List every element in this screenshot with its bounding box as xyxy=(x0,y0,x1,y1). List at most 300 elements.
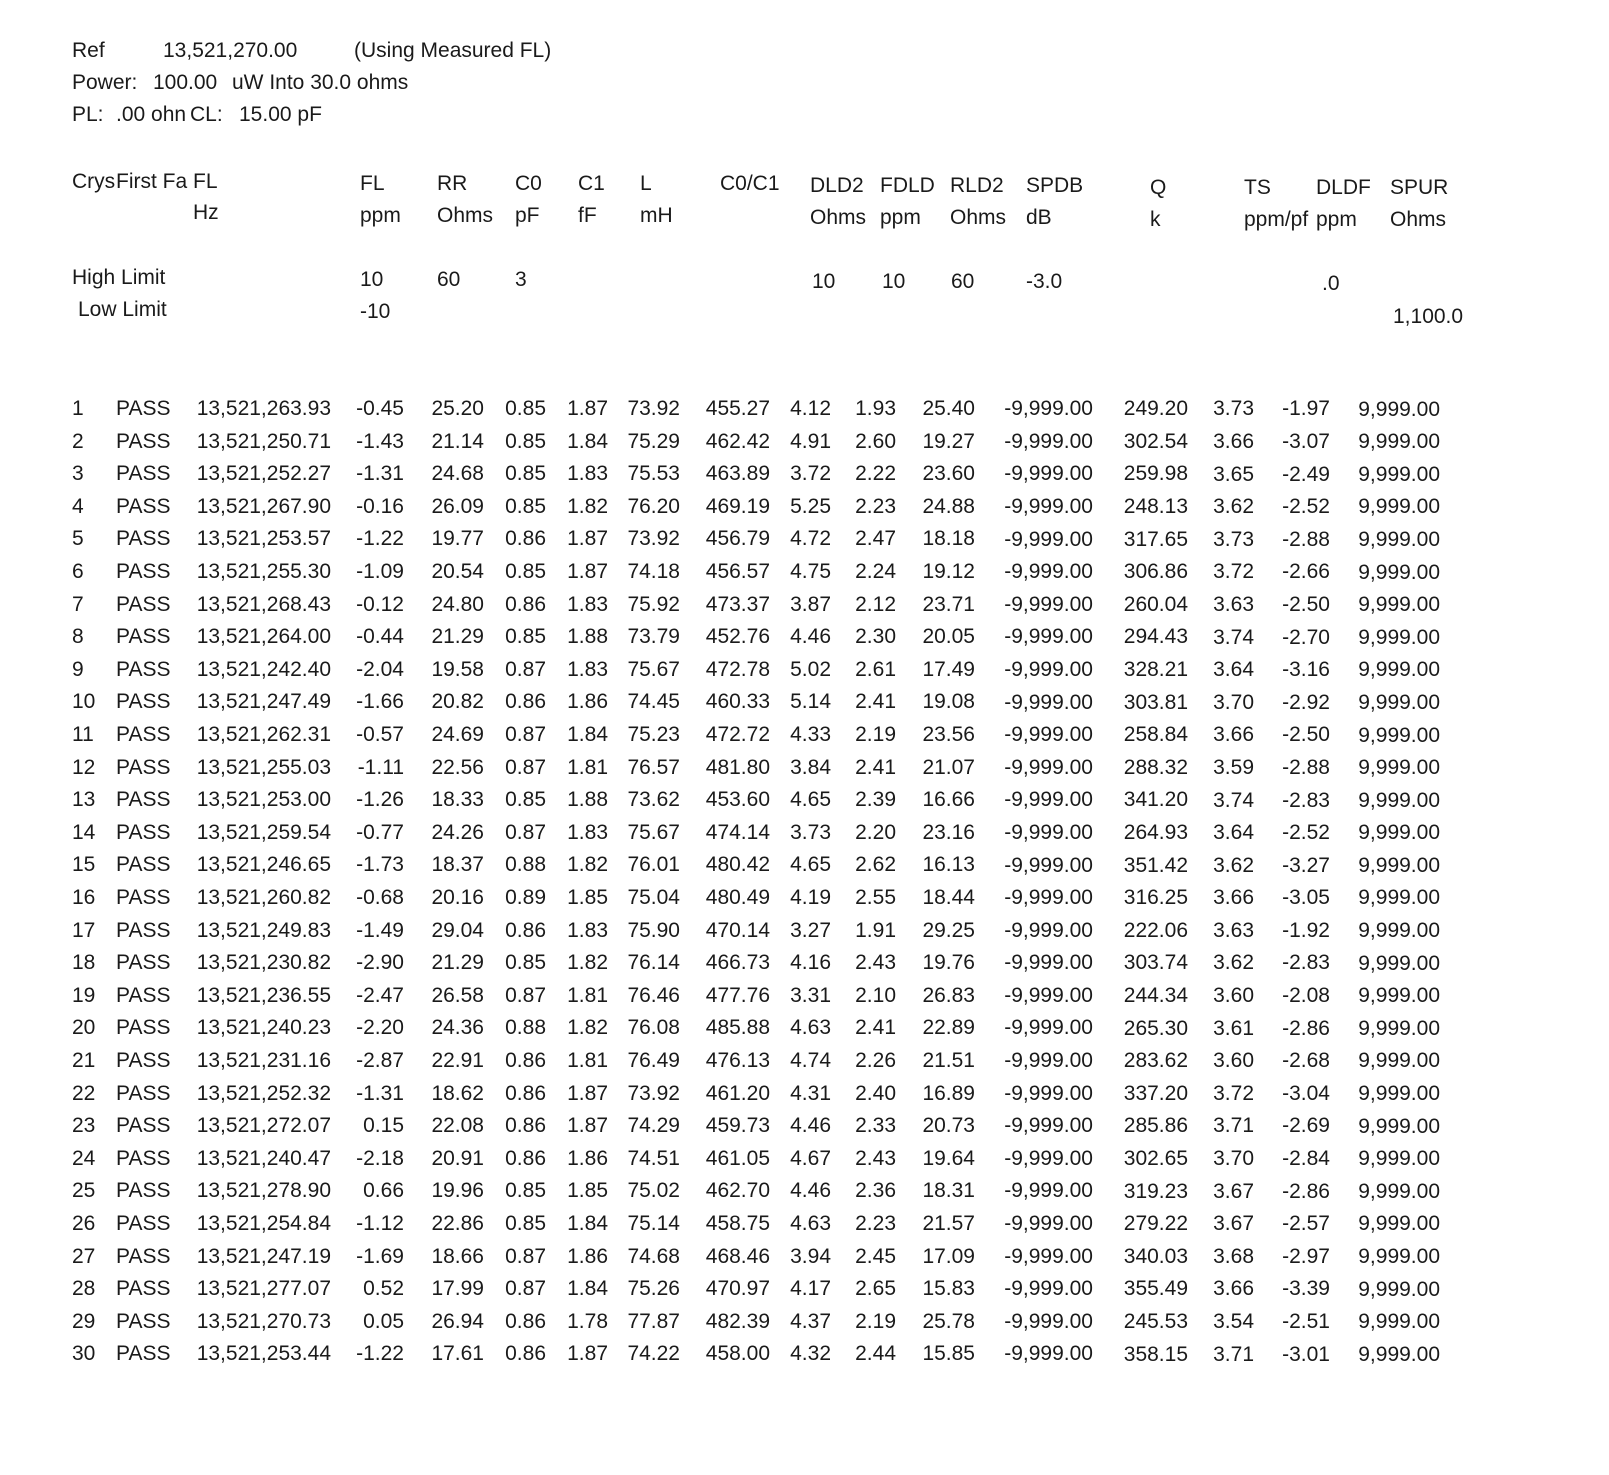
cell-fl-hz: 13,521,247.49 xyxy=(196,690,331,714)
cell-crystal-number: 27 xyxy=(72,1244,96,1268)
cell-c1-ff: 1.84 xyxy=(567,429,608,453)
cell-c0-c1-ratio: 455.27 xyxy=(705,397,770,420)
cell-rld2-ohms: 23.71 xyxy=(922,592,975,616)
cell-rr-ohms: 20.54 xyxy=(431,560,484,583)
cell-fdld-ppm: 2.33 xyxy=(855,1114,896,1138)
cell-c0-pf: 0.87 xyxy=(505,1244,546,1268)
cell-dldf-ppm: -2.92 xyxy=(1282,690,1330,714)
cell-l-mh: 74.68 xyxy=(627,1244,680,1268)
cell-fl-ppm: -2.87 xyxy=(356,1049,404,1072)
cell-spdb-db: -9,999.00 xyxy=(1004,1277,1093,1301)
cell-l-mh: 75.04 xyxy=(627,886,680,909)
cell-q-k: 222.06 xyxy=(1123,918,1188,942)
table-row xyxy=(0,951,1609,983)
cell-spur-ohms: 9,999.00 xyxy=(1358,430,1440,454)
ref-value: 13,521,270.00 xyxy=(163,39,298,62)
cell-fdld-ppm: 2.12 xyxy=(855,592,896,616)
cell-dldf-ppm: -3.04 xyxy=(1282,1081,1330,1105)
column-header-name: SPDB xyxy=(1026,174,1084,197)
pl-label: PL: xyxy=(72,103,104,126)
column-header-unit: Ohms xyxy=(1390,208,1447,231)
cell-spur-ohms: 9,999.00 xyxy=(1358,1081,1440,1105)
cell-fl-hz: 13,521,231.16 xyxy=(196,1049,331,1072)
cell-dldf-ppm: -2.70 xyxy=(1282,625,1330,649)
table-row xyxy=(0,690,1609,722)
high-limit-rld2: 60 xyxy=(951,270,975,293)
table-row xyxy=(0,495,1609,527)
cell-first-fail: PASS xyxy=(116,853,171,877)
table-row xyxy=(0,1016,1609,1048)
cell-c0-pf: 0.85 xyxy=(505,1179,546,1203)
cell-spdb-db: -9,999.00 xyxy=(1004,1309,1093,1333)
cell-q-k: 244.34 xyxy=(1123,983,1188,1007)
cell-c0-c1-ratio: 460.33 xyxy=(705,690,770,714)
cell-spur-ohms: 9,999.00 xyxy=(1358,1342,1440,1366)
table-row xyxy=(0,658,1609,690)
table-row xyxy=(0,1049,1609,1081)
cell-rr-ohms: 25.20 xyxy=(431,397,484,420)
cell-first-fail: PASS xyxy=(116,788,171,812)
cell-fdld-ppm: 2.20 xyxy=(855,820,896,844)
cell-spdb-db: -9,999.00 xyxy=(1004,951,1093,975)
cell-dldf-ppm: -2.52 xyxy=(1282,821,1330,845)
cell-spur-ohms: 9,999.00 xyxy=(1358,560,1440,584)
cell-ts-ppm-pf: 3.66 xyxy=(1213,1277,1254,1301)
cell-fl-hz: 13,521,250.71 xyxy=(196,429,331,453)
cell-spur-ohms: 9,999.00 xyxy=(1358,951,1440,975)
cell-spdb-db: -9,999.00 xyxy=(1004,918,1093,942)
cell-spdb-db: -9,999.00 xyxy=(1004,462,1093,486)
cell-crystal-number: 2 xyxy=(72,429,84,453)
table-row xyxy=(0,560,1609,592)
cell-fl-ppm: -1.26 xyxy=(356,788,404,812)
cell-l-mh: 74.18 xyxy=(627,560,680,583)
cell-rr-ohms: 22.56 xyxy=(431,755,484,779)
cell-first-fail: PASS xyxy=(116,1146,171,1170)
cell-crystal-number: 19 xyxy=(72,983,96,1007)
cell-q-k: 283.62 xyxy=(1123,1049,1188,1073)
cell-rld2-ohms: 25.40 xyxy=(922,397,975,420)
cell-c0-c1-ratio: 472.72 xyxy=(705,723,770,746)
cell-c0-c1-ratio: 485.88 xyxy=(705,1016,770,1040)
cell-q-k: 341.20 xyxy=(1123,788,1188,812)
cell-ts-ppm-pf: 3.73 xyxy=(1213,397,1254,421)
cell-spdb-db: -9,999.00 xyxy=(1004,657,1093,681)
table-row xyxy=(0,1277,1609,1309)
cell-c1-ff: 1.83 xyxy=(567,657,608,681)
cell-first-fail: PASS xyxy=(116,1277,171,1301)
cell-dld2-ohms: 3.94 xyxy=(790,1244,831,1268)
cell-crystal-number: 25 xyxy=(72,1179,96,1203)
cell-rr-ohms: 26.94 xyxy=(431,1309,484,1333)
cell-rr-ohms: 24.26 xyxy=(431,820,484,844)
cell-q-k: 316.25 xyxy=(1123,886,1188,910)
cell-fl-ppm: 0.66 xyxy=(363,1179,404,1203)
column-header-unit: mH xyxy=(640,204,673,227)
cell-c1-ff: 1.81 xyxy=(567,1049,608,1072)
cell-fl-ppm: -0.16 xyxy=(356,494,404,518)
cell-first-fail: PASS xyxy=(116,1244,171,1268)
cell-dld2-ohms: 3.31 xyxy=(790,983,831,1007)
cell-fl-hz: 13,521,236.55 xyxy=(196,983,331,1007)
cell-c0-c1-ratio: 480.49 xyxy=(705,886,770,909)
cell-fdld-ppm: 2.19 xyxy=(855,723,896,746)
cell-c0-c1-ratio: 470.97 xyxy=(705,1277,770,1301)
table-row xyxy=(0,788,1609,820)
cell-c0-pf: 0.87 xyxy=(505,755,546,779)
cell-dld2-ohms: 4.65 xyxy=(790,788,831,812)
cell-rr-ohms: 21.29 xyxy=(431,951,484,975)
cell-q-k: 351.42 xyxy=(1123,853,1188,877)
cell-first-fail: PASS xyxy=(116,625,171,649)
cell-c0-pf: 0.87 xyxy=(505,983,546,1007)
column-header-name: Q xyxy=(1150,176,1167,199)
cell-spdb-db: -9,999.00 xyxy=(1004,1146,1093,1170)
cell-crystal-number: 8 xyxy=(72,625,84,649)
cell-rld2-ohms: 18.31 xyxy=(922,1179,975,1203)
cell-ts-ppm-pf: 3.73 xyxy=(1213,527,1254,551)
cell-c0-c1-ratio: 473.37 xyxy=(705,592,770,616)
cell-l-mh: 76.01 xyxy=(627,853,680,877)
cell-spdb-db: -9,999.00 xyxy=(1004,397,1093,421)
cell-c1-ff: 1.88 xyxy=(567,625,608,649)
cell-fdld-ppm: 2.36 xyxy=(855,1179,896,1203)
cell-q-k: 264.93 xyxy=(1123,821,1188,845)
column-header-name: C0/C1 xyxy=(720,172,780,195)
cell-ts-ppm-pf: 3.70 xyxy=(1213,690,1254,714)
cell-first-fail: PASS xyxy=(116,886,171,909)
cell-spur-ohms: 9,999.00 xyxy=(1358,462,1440,486)
cell-dld2-ohms: 4.75 xyxy=(790,560,831,583)
cell-fl-ppm: -2.20 xyxy=(356,1016,404,1040)
cell-fl-ppm: 0.05 xyxy=(363,1309,404,1333)
cell-first-fail: PASS xyxy=(116,429,171,453)
table-row xyxy=(0,919,1609,951)
cell-c1-ff: 1.87 xyxy=(567,560,608,583)
cell-dldf-ppm: -2.52 xyxy=(1282,495,1330,519)
cell-fl-hz: 13,521,264.00 xyxy=(196,625,331,649)
cell-c1-ff: 1.81 xyxy=(567,755,608,779)
column-header-name: SPUR xyxy=(1390,176,1449,199)
cell-dld2-ohms: 4.37 xyxy=(790,1309,831,1333)
cell-ts-ppm-pf: 3.62 xyxy=(1213,853,1254,877)
cell-fl-ppm: 0.52 xyxy=(363,1277,404,1301)
cell-first-fail: PASS xyxy=(116,560,171,583)
cell-fdld-ppm: 2.41 xyxy=(855,755,896,779)
cell-dld2-ohms: 4.46 xyxy=(790,1179,831,1203)
cell-crystal-number: 17 xyxy=(72,918,96,942)
cell-c0-pf: 0.85 xyxy=(505,429,546,453)
cell-fl-hz: 13,521,254.84 xyxy=(196,1212,331,1235)
column-header-unit: ppm/pf xyxy=(1244,208,1309,231)
cell-dld2-ohms: 4.46 xyxy=(790,1114,831,1138)
cell-spur-ohms: 9,999.00 xyxy=(1358,593,1440,617)
cell-crystal-number: 29 xyxy=(72,1309,96,1333)
cell-c1-ff: 1.83 xyxy=(567,592,608,616)
cell-rr-ohms: 24.36 xyxy=(431,1016,484,1040)
cell-spur-ohms: 9,999.00 xyxy=(1358,690,1440,714)
cell-l-mh: 76.14 xyxy=(627,951,680,975)
cell-fl-hz: 13,521,240.47 xyxy=(196,1146,331,1170)
cell-rld2-ohms: 25.78 xyxy=(922,1309,975,1333)
power-value: 100.00 xyxy=(153,71,218,94)
cell-q-k: 358.15 xyxy=(1123,1342,1188,1366)
cell-ts-ppm-pf: 3.74 xyxy=(1213,788,1254,812)
column-header-name: TS xyxy=(1244,176,1271,199)
table-row xyxy=(0,430,1609,462)
cell-crystal-number: 10 xyxy=(72,690,96,714)
cell-rr-ohms: 24.68 xyxy=(431,462,484,486)
cell-fdld-ppm: 2.60 xyxy=(855,429,896,453)
cell-l-mh: 73.92 xyxy=(627,397,680,420)
cell-dldf-ppm: -3.07 xyxy=(1282,430,1330,454)
cell-spur-ohms: 9,999.00 xyxy=(1358,918,1440,942)
cell-c0-c1-ratio: 474.14 xyxy=(705,820,770,844)
table-row xyxy=(0,1342,1609,1374)
cell-c0-pf: 0.87 xyxy=(505,657,546,681)
cell-dld2-ohms: 4.91 xyxy=(790,429,831,453)
cell-dldf-ppm: -2.50 xyxy=(1282,723,1330,747)
cell-fl-hz: 13,521,242.40 xyxy=(196,657,331,681)
cell-rld2-ohms: 20.73 xyxy=(922,1114,975,1138)
cell-dld2-ohms: 4.63 xyxy=(790,1212,831,1235)
column-header-name: C1 xyxy=(578,172,605,195)
cell-dld2-ohms: 3.73 xyxy=(790,820,831,844)
cell-spur-ohms: 9,999.00 xyxy=(1358,1016,1440,1040)
column-header-unit: Ohms xyxy=(950,206,1007,229)
low-limit-label: Low Limit xyxy=(78,298,167,321)
high-limit-spdb: -3.0 xyxy=(1026,270,1063,293)
column-header-name: First Fa xyxy=(116,170,188,193)
cell-rr-ohms: 21.29 xyxy=(431,625,484,649)
cell-rld2-ohms: 18.18 xyxy=(922,527,975,551)
cell-fl-ppm: -0.45 xyxy=(356,397,404,420)
cell-first-fail: PASS xyxy=(116,1081,171,1105)
cell-rld2-ohms: 16.13 xyxy=(922,853,975,877)
high-limit-rr: 60 xyxy=(437,268,461,291)
cell-rld2-ohms: 19.64 xyxy=(922,1146,975,1170)
cell-fl-hz: 13,521,272.07 xyxy=(196,1114,331,1138)
cell-fl-ppm: -1.66 xyxy=(356,690,404,714)
cell-dldf-ppm: -2.88 xyxy=(1282,527,1330,551)
cell-c1-ff: 1.85 xyxy=(567,1179,608,1203)
cell-ts-ppm-pf: 3.64 xyxy=(1213,821,1254,845)
cell-spur-ohms: 9,999.00 xyxy=(1358,1310,1440,1334)
cell-fl-ppm: -2.90 xyxy=(356,951,404,975)
cell-spdb-db: -9,999.00 xyxy=(1004,1049,1093,1073)
cell-fdld-ppm: 2.45 xyxy=(855,1244,896,1268)
cell-fl-ppm: -2.18 xyxy=(356,1146,404,1170)
table-row xyxy=(0,821,1609,853)
cell-q-k: 337.20 xyxy=(1123,1081,1188,1105)
table-row xyxy=(0,1212,1609,1244)
table-row xyxy=(0,886,1609,918)
cell-dld2-ohms: 4.65 xyxy=(790,853,831,877)
cell-ts-ppm-pf: 3.74 xyxy=(1213,625,1254,649)
cell-c1-ff: 1.83 xyxy=(567,820,608,844)
cell-dld2-ohms: 3.87 xyxy=(790,592,831,616)
cell-l-mh: 75.92 xyxy=(627,592,680,616)
cell-spur-ohms: 9,999.00 xyxy=(1358,821,1440,845)
cell-l-mh: 76.08 xyxy=(627,1016,680,1040)
cell-fl-hz: 13,521,255.03 xyxy=(196,755,331,779)
high-limit-fdld: 10 xyxy=(882,270,906,293)
cell-fdld-ppm: 2.24 xyxy=(855,560,896,583)
cell-c0-pf: 0.88 xyxy=(505,853,546,877)
cell-c1-ff: 1.87 xyxy=(567,1081,608,1105)
cell-spdb-db: -9,999.00 xyxy=(1004,1342,1093,1366)
cell-l-mh: 75.26 xyxy=(627,1277,680,1301)
cell-spdb-db: -9,999.00 xyxy=(1004,1016,1093,1040)
cell-rr-ohms: 22.91 xyxy=(431,1049,484,1072)
high-limit-dldf: .0 xyxy=(1322,272,1340,295)
cell-q-k: 340.03 xyxy=(1123,1244,1188,1268)
cell-fdld-ppm: 2.61 xyxy=(855,657,896,681)
cell-first-fail: PASS xyxy=(116,1179,171,1203)
high-limit-c0: 3 xyxy=(515,268,527,291)
cell-crystal-number: 20 xyxy=(72,1016,96,1040)
cell-rld2-ohms: 23.16 xyxy=(922,820,975,844)
cell-rr-ohms: 19.77 xyxy=(431,527,484,551)
cell-q-k: 245.53 xyxy=(1123,1309,1188,1333)
cell-rr-ohms: 24.69 xyxy=(431,723,484,746)
cell-c0-pf: 0.86 xyxy=(505,592,546,616)
cell-rr-ohms: 20.16 xyxy=(431,886,484,909)
cell-q-k: 285.86 xyxy=(1123,1114,1188,1138)
cell-ts-ppm-pf: 3.60 xyxy=(1213,984,1254,1007)
cell-ts-ppm-pf: 3.67 xyxy=(1213,1179,1254,1203)
low-limit-fl-ppm: -10 xyxy=(360,300,391,323)
cell-first-fail: PASS xyxy=(116,1309,171,1333)
cell-l-mh: 74.51 xyxy=(627,1146,680,1170)
column-header-unit: ppm xyxy=(880,206,921,229)
cell-c0-c1-ratio: 453.60 xyxy=(705,788,770,812)
cell-rr-ohms: 18.33 xyxy=(431,788,484,812)
table-row xyxy=(0,853,1609,885)
cell-fdld-ppm: 2.62 xyxy=(855,853,896,877)
cell-spur-ohms: 9,999.00 xyxy=(1358,625,1440,649)
cell-q-k: 317.65 xyxy=(1123,527,1188,551)
cell-c0-pf: 0.88 xyxy=(505,1016,546,1040)
cell-fl-ppm: -1.22 xyxy=(356,527,404,551)
cell-c0-c1-ratio: 456.57 xyxy=(705,560,770,583)
cell-rld2-ohms: 16.66 xyxy=(922,788,975,812)
cell-dld2-ohms: 4.12 xyxy=(790,397,831,420)
cell-ts-ppm-pf: 3.62 xyxy=(1213,495,1254,519)
cell-rld2-ohms: 15.85 xyxy=(922,1342,975,1366)
cell-c1-ff: 1.78 xyxy=(567,1309,608,1333)
cell-dldf-ppm: -2.83 xyxy=(1282,951,1330,975)
cell-crystal-number: 4 xyxy=(72,494,84,518)
cell-dldf-ppm: -2.68 xyxy=(1282,1049,1330,1073)
cell-rr-ohms: 22.08 xyxy=(431,1114,484,1138)
cell-c1-ff: 1.82 xyxy=(567,951,608,975)
cell-q-k: 303.74 xyxy=(1123,951,1188,975)
cell-c0-c1-ratio: 468.46 xyxy=(705,1244,770,1268)
cell-q-k: 306.86 xyxy=(1123,560,1188,584)
cell-rr-ohms: 18.37 xyxy=(431,853,484,877)
cell-c0-pf: 0.86 xyxy=(505,1049,546,1072)
cell-rld2-ohms: 19.08 xyxy=(922,690,975,714)
cell-fl-ppm: -1.09 xyxy=(356,560,404,583)
cell-c0-pf: 0.86 xyxy=(505,1342,546,1366)
cell-fl-ppm: -2.04 xyxy=(356,657,404,681)
cell-c1-ff: 1.86 xyxy=(567,1244,608,1268)
cell-q-k: 294.43 xyxy=(1123,625,1188,649)
cell-c1-ff: 1.84 xyxy=(567,1212,608,1235)
cell-ts-ppm-pf: 3.68 xyxy=(1213,1244,1254,1268)
cell-rld2-ohms: 19.76 xyxy=(922,951,975,975)
cell-fdld-ppm: 2.43 xyxy=(855,951,896,975)
cell-dld2-ohms: 3.27 xyxy=(790,918,831,942)
cell-fl-hz: 13,521,259.54 xyxy=(196,820,331,844)
cell-l-mh: 73.92 xyxy=(627,527,680,551)
cell-first-fail: PASS xyxy=(116,723,171,746)
cell-fdld-ppm: 2.19 xyxy=(855,1309,896,1333)
cell-spdb-db: -9,999.00 xyxy=(1004,886,1093,910)
cell-spur-ohms: 9,999.00 xyxy=(1358,1277,1440,1301)
cell-spdb-db: -9,999.00 xyxy=(1004,690,1093,714)
cell-dldf-ppm: -2.57 xyxy=(1282,1212,1330,1236)
cell-fdld-ppm: 2.40 xyxy=(855,1081,896,1105)
cell-fdld-ppm: 2.47 xyxy=(855,527,896,551)
cell-fl-hz: 13,521,263.93 xyxy=(196,397,331,420)
cell-c0-c1-ratio: 458.75 xyxy=(705,1212,770,1235)
cell-dldf-ppm: -2.66 xyxy=(1282,560,1330,584)
column-header-unit: Ohms xyxy=(810,206,867,229)
cell-c0-pf: 0.85 xyxy=(505,560,546,583)
cell-first-fail: PASS xyxy=(116,1212,171,1235)
cell-spdb-db: -9,999.00 xyxy=(1004,429,1093,453)
cell-c0-c1-ratio: 462.70 xyxy=(705,1179,770,1203)
cell-fl-ppm: -1.31 xyxy=(356,1081,404,1105)
cell-rld2-ohms: 17.49 xyxy=(922,657,975,681)
cell-spdb-db: -9,999.00 xyxy=(1004,820,1093,844)
cell-c0-c1-ratio: 480.42 xyxy=(705,853,770,877)
cell-l-mh: 73.79 xyxy=(627,625,680,649)
cell-ts-ppm-pf: 3.65 xyxy=(1213,462,1254,486)
cell-first-fail: PASS xyxy=(116,494,171,518)
cell-ts-ppm-pf: 3.71 xyxy=(1213,1114,1254,1138)
cell-c0-c1-ratio: 481.80 xyxy=(705,755,770,779)
cell-dldf-ppm: -2.86 xyxy=(1282,1179,1330,1203)
table-row xyxy=(0,625,1609,657)
cell-q-k: 302.54 xyxy=(1123,429,1188,453)
column-header-name: DLDF xyxy=(1316,176,1371,199)
cell-q-k: 259.98 xyxy=(1123,462,1188,486)
cell-first-fail: PASS xyxy=(116,918,171,942)
cell-dld2-ohms: 4.67 xyxy=(790,1146,831,1170)
cell-ts-ppm-pf: 3.72 xyxy=(1213,560,1254,584)
cell-dld2-ohms: 3.72 xyxy=(790,462,831,486)
cell-rld2-ohms: 23.60 xyxy=(922,462,975,486)
cell-first-fail: PASS xyxy=(116,820,171,844)
cell-fl-hz: 13,521,270.73 xyxy=(196,1309,331,1333)
cell-c0-c1-ratio: 476.13 xyxy=(705,1049,770,1072)
cell-spur-ohms: 9,999.00 xyxy=(1358,495,1440,519)
cell-dld2-ohms: 4.32 xyxy=(790,1342,831,1366)
cell-l-mh: 75.67 xyxy=(627,820,680,844)
cell-spur-ohms: 9,999.00 xyxy=(1358,788,1440,812)
cell-spdb-db: -9,999.00 xyxy=(1004,1114,1093,1138)
cell-rr-ohms: 24.80 xyxy=(431,592,484,616)
cell-spur-ohms: 9,999.00 xyxy=(1358,853,1440,877)
cell-rld2-ohms: 17.09 xyxy=(922,1244,975,1268)
cell-first-fail: PASS xyxy=(116,527,171,551)
cell-rld2-ohms: 15.83 xyxy=(922,1277,975,1301)
cell-q-k: 288.32 xyxy=(1123,755,1188,779)
column-header-name: FL xyxy=(193,170,218,193)
